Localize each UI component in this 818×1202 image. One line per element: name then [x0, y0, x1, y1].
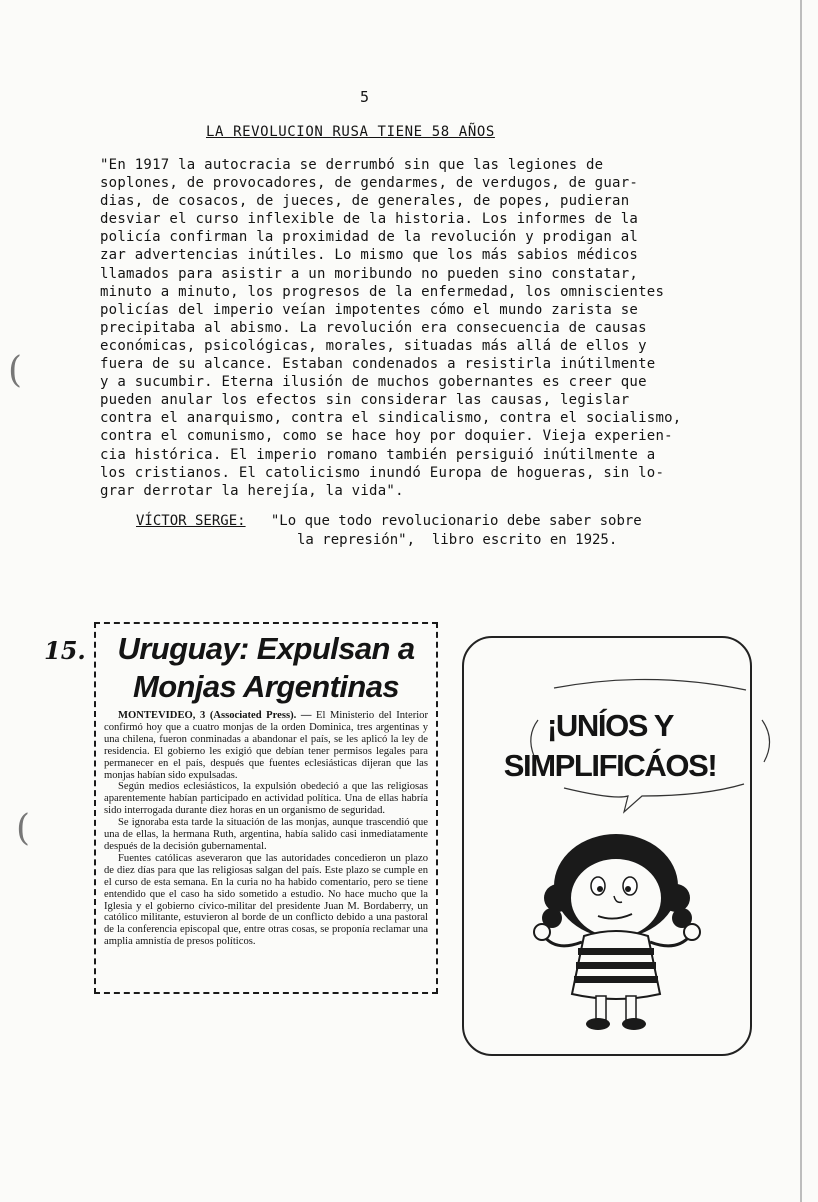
- page-edge: [800, 0, 802, 1202]
- quote-line: cia histórica. El imperio romano también persiguió inútilmente a: [100, 446, 656, 463]
- item-number: 15.: [44, 636, 86, 665]
- quote-body: [100, 156, 740, 500]
- clipping-article: [104, 710, 428, 948]
- quote-line: y a sucumbir. Eterna ilusión de muchos gobernantes es creer que: [100, 374, 647, 391]
- section-title: LA REVOLUCION RUSA TIENE 58 AÑOS: [206, 124, 495, 140]
- quote-line: policías del imperio veían impotentes cómo el mundo zarista se: [100, 301, 639, 318]
- headline-line-2: Monjas Argentinas: [133, 669, 399, 704]
- article-paragraph: Según medios eclesiásticos, la expulsión obedeció a que las religiosas aparentemente habían participado en actividad política. Una de ellas habría sido interrogada durante diez horas en un organismo de seguridad.: [104, 781, 428, 817]
- quote-line: dias, de cosacos, de jueces, de generales, de popes, pudieran: [100, 193, 630, 210]
- mafalda-cartoon-icon: [530, 826, 706, 1036]
- article-paragraph: Fuentes católicas aseveraron que las autoridades concedieron un plazo de diez días para que las religiosas salgan del país. Este plazo se cumple en el curso de esta semana. En la curia no ha habido comentario, pero se tiene entendido que el caso ha sido sometido a estudio. No hace mucho que la Iglesia y el gobierno cívico-militar del presidente Juan M. Bordaberry, un católico militante, estuvieron al borde de un conflicto debido a una pastoral de la conferencia episcopal que, entre otras cosas, se proponía reclamar una amplia amnistía de presos políticos.: [104, 852, 428, 948]
- quote-line: los cristianos. El catolicismo inundó Europa de hogueras, sin lo-: [100, 464, 665, 481]
- quote-line: llamados para asistir a un moribundo no pueden sino constatar,: [100, 265, 639, 282]
- attribution-line-1: [136, 512, 642, 531]
- article-paragraph: El Ministerio del Interior confirmó hoy que a cuatro monjas de la orden Dominica, tres argentinas y una chilena, fueron conminadas a abandonar el país, se les aplicó la ley de residencia. El gobierno les exigió que debían tener permisos legales para permanecer en el país, después que fuentes eclesiásticas dijeran que las monjas habían sido expulsadas.: [104, 710, 428, 781]
- quote-line: contra el anarquismo, contra el sindicalismo, contra el socialismo,: [100, 410, 682, 427]
- quote-line: fuera de su alcance. Estaban condenados a resistirla inútilmente: [100, 356, 656, 373]
- slogan-line-1: ¡UNÍOS Y: [546, 708, 674, 743]
- quote-line: policía confirman la proximidad de la revolución y prodigan al: [100, 229, 639, 246]
- quote-line: pueden anular los efectos sin considerar las causas, legislar: [100, 392, 630, 409]
- headline-line-1: Uruguay: Expulsan a: [117, 631, 415, 666]
- quote-line: contra el comunismo, como se hace hoy por doquier. Vieja experien-: [100, 428, 673, 445]
- quote-line: soplones, de provocadores, de gendarmes, de verdugos, de guar-: [100, 175, 639, 192]
- quote-line: desviar el curso inflexible de la historia. Los informes de la: [100, 211, 639, 228]
- quote-source-continued: la represión", libro escrito en 1925.: [297, 532, 618, 548]
- quote-line: "En 1917 la autocracia se derrumbó sin que las legiones de: [100, 157, 604, 173]
- quote-line: grar derrotar la herejía, la vida".: [100, 482, 404, 499]
- quote-line: zar advertencias inútiles. Lo mismo que los más sabios médicos: [100, 247, 639, 264]
- clipping-headline: [104, 630, 428, 706]
- margin-hole-mark: (: [8, 350, 23, 391]
- page-number: 5: [360, 88, 370, 106]
- slogan-line-2: SIMPLIFICÁOS!: [503, 748, 717, 783]
- newspaper-clipping: [94, 622, 438, 994]
- quote-source: "Lo que todo revolucionario debe saber sobre: [270, 513, 642, 529]
- quote-line: económicas, psicológicas, morales, situadas más allá de ellos y: [100, 337, 647, 354]
- quote-author: VÍCTOR SERGE:: [136, 513, 246, 529]
- poster-slogan: [490, 706, 730, 786]
- margin-hole-mark: (: [16, 808, 31, 849]
- article-paragraph: Se ignoraba esta tarde la situación de las monjas, aunque trascendió que una de ellas, la hermana Ruth, argentina, había salido casi inmediatamente después de la decisión gubernamental.: [104, 817, 428, 852]
- article-dateline: MONTEVIDEO, 3 (Associated Press). —: [118, 710, 312, 721]
- quote-line: minuto a minuto, los progresos de la enfermedad, los omniscientes: [100, 283, 665, 300]
- quote-attribution: [136, 512, 642, 550]
- quote-line: precipitaba al abismo. La revolución era consecuencia de causas: [100, 319, 647, 336]
